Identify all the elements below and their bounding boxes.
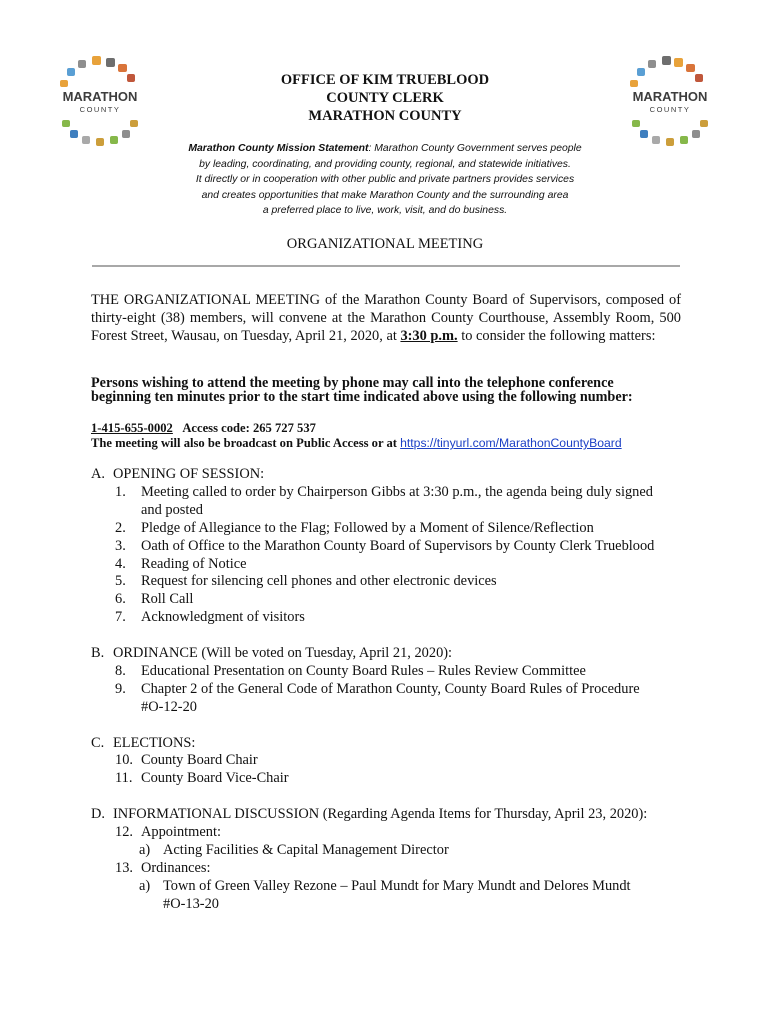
intro-after: to consider the following matters: (457, 328, 656, 344)
access-info (91, 421, 691, 451)
item-text: Roll Call (141, 591, 194, 608)
header-office: OFFICE OF KIM TRUEBLOOD (280, 72, 490, 88)
section-letter: C. (91, 734, 105, 751)
broadcast-link[interactable]: https://tinyurl.com/MarathonCountyBoard (400, 436, 622, 450)
item-text: Chapter 2 of the General Code of Marathon County, County Board Rules of Procedure (141, 680, 640, 697)
item-number: 11. (115, 770, 133, 787)
item-number: 13. (115, 859, 133, 876)
section-title: ORDINANCE (Will be voted on Tuesday, April 21, 2020): (113, 645, 453, 662)
access-code: Access code: 265 727 537 (182, 421, 316, 435)
item-number: 7. (115, 609, 126, 626)
item-text: and posted (141, 501, 203, 518)
divider (92, 265, 680, 267)
intro-paragraph (91, 291, 681, 345)
marathon-county-logo-right (616, 50, 720, 154)
item-number: 4. (115, 555, 126, 572)
item-number: 10. (115, 752, 133, 769)
subitem-text: Acting Facilities & Capital Management Director (163, 841, 449, 858)
item-text: Pledge of Allegiance to the Flag; Followed by a Moment of Silence/Reflection (141, 519, 594, 536)
item-number: 6. (115, 591, 126, 608)
item-number: 9. (115, 680, 126, 697)
mission-lead: Marathon County Mission Statement (188, 143, 369, 154)
header-county: MARATHON COUNTY (308, 108, 462, 124)
agenda-item (91, 520, 691, 538)
item-text: Meeting called to order by Chairperson Gibbs at 3:30 p.m., the agenda being duly signed (141, 483, 653, 500)
section-letter: B. (91, 645, 105, 662)
meeting-title: ORGANIZATIONAL MEETING (286, 236, 484, 252)
item-text: County Board Vice-Chair (141, 770, 289, 787)
item-number: 2. (115, 519, 126, 536)
agenda-item (91, 484, 691, 520)
logo-text-bottom: COUNTY (79, 105, 121, 114)
item-number: 3. (115, 537, 126, 554)
item-text: Oath of Office to the Marathon County Board of Supervisors by County Clerk Trueblood (141, 537, 655, 554)
item-text: County Board Chair (141, 752, 258, 769)
item-text: Request for silencing cell phones and other electronic devices (141, 573, 497, 590)
item-text: Acknowledgment of visitors (141, 609, 305, 626)
mission-line: : Marathon County Government serves people (368, 143, 582, 154)
agenda-item (91, 770, 691, 788)
section-letter: D. (91, 806, 105, 823)
section-opening (91, 466, 691, 627)
agenda-item (91, 591, 691, 609)
agenda (91, 466, 691, 932)
item-number: 12. (115, 824, 133, 841)
item-text: Reading of Notice (141, 555, 247, 572)
agenda-item (91, 609, 691, 627)
item-number: 8. (115, 662, 126, 679)
mission-statement (160, 141, 610, 219)
phone-note-line: Persons wishing to attend the meeting by phone may call into the telephone conference (91, 375, 614, 391)
marathon-county-logo-left (48, 50, 152, 154)
logo-text-top: MARATHON (62, 89, 138, 104)
item-number: 5. (115, 573, 126, 590)
mission-line: It directly or in cooperation with other public and private partners provides services (195, 174, 575, 186)
item-text: Appointment: (141, 824, 221, 841)
phone-note-line: beginning ten minutes prior to the start time indicated above using the following number: (91, 388, 633, 405)
agenda-item (91, 860, 691, 878)
agenda-subitem (91, 842, 691, 860)
item-text: #O-12-20 (141, 698, 197, 715)
section-title: OPENING OF SESSION: (113, 466, 265, 482)
agenda-item (91, 573, 691, 591)
mission-line: by leading, coordinating, and providing county, regional, and statewide initiatives. (199, 158, 571, 170)
subitem-letter: a) (139, 877, 151, 894)
intro-text: THE ORGANIZATIONAL MEETING of the Marathon County Board of Supervisors, composed of thirty-eight (38) members, will convene at the Marathon County Courthouse, Assembly Room, 500 Forest Street, Wausau, on Tuesday, April 21, 2020, at (91, 292, 681, 344)
subitem-text: #O-13-20 (163, 895, 219, 912)
section-title: ELECTIONS: (113, 734, 196, 751)
item-text: Ordinances: (141, 859, 211, 876)
agenda-item (91, 824, 691, 842)
header-clerk: COUNTY CLERK (326, 90, 444, 106)
phone-note (91, 377, 691, 404)
broadcast-text: The meeting will also be broadcast on Public Access or at (91, 436, 401, 450)
agenda-item (91, 538, 691, 556)
section-title: INFORMATIONAL DISCUSSION (Regarding Agenda Items for Thursday, April 23, 2020): (113, 806, 648, 823)
section-elections (91, 735, 691, 789)
agenda-item (91, 556, 691, 574)
agenda-item (91, 752, 691, 770)
item-number: 1. (115, 483, 126, 500)
subitem-letter: a) (139, 841, 151, 858)
section-informational (91, 806, 691, 913)
agenda-subitem (91, 878, 691, 914)
subitem-text: Town of Green Valley Rezone – Paul Mundt for Mary Mundt and Delores Mundt (163, 877, 631, 894)
office-header (200, 71, 570, 125)
agenda-item (91, 681, 691, 717)
logo-text-top: MARATHON (632, 89, 708, 104)
logo-text-bottom: COUNTY (649, 105, 691, 114)
phone-number: 1-415-655-0002 (91, 421, 173, 435)
mission-line: and creates opportunities that make Marathon County and the surrounding area (201, 189, 569, 201)
section-letter: A. (91, 466, 105, 482)
meeting-time: 3:30 p.m. (400, 328, 458, 344)
agenda-item (91, 663, 691, 681)
item-text: Educational Presentation on County Board Rules – Rules Review Committee (141, 662, 586, 679)
mission-line: a preferred place to live, work, visit, and do business. (262, 205, 508, 217)
section-ordinance (91, 645, 691, 717)
